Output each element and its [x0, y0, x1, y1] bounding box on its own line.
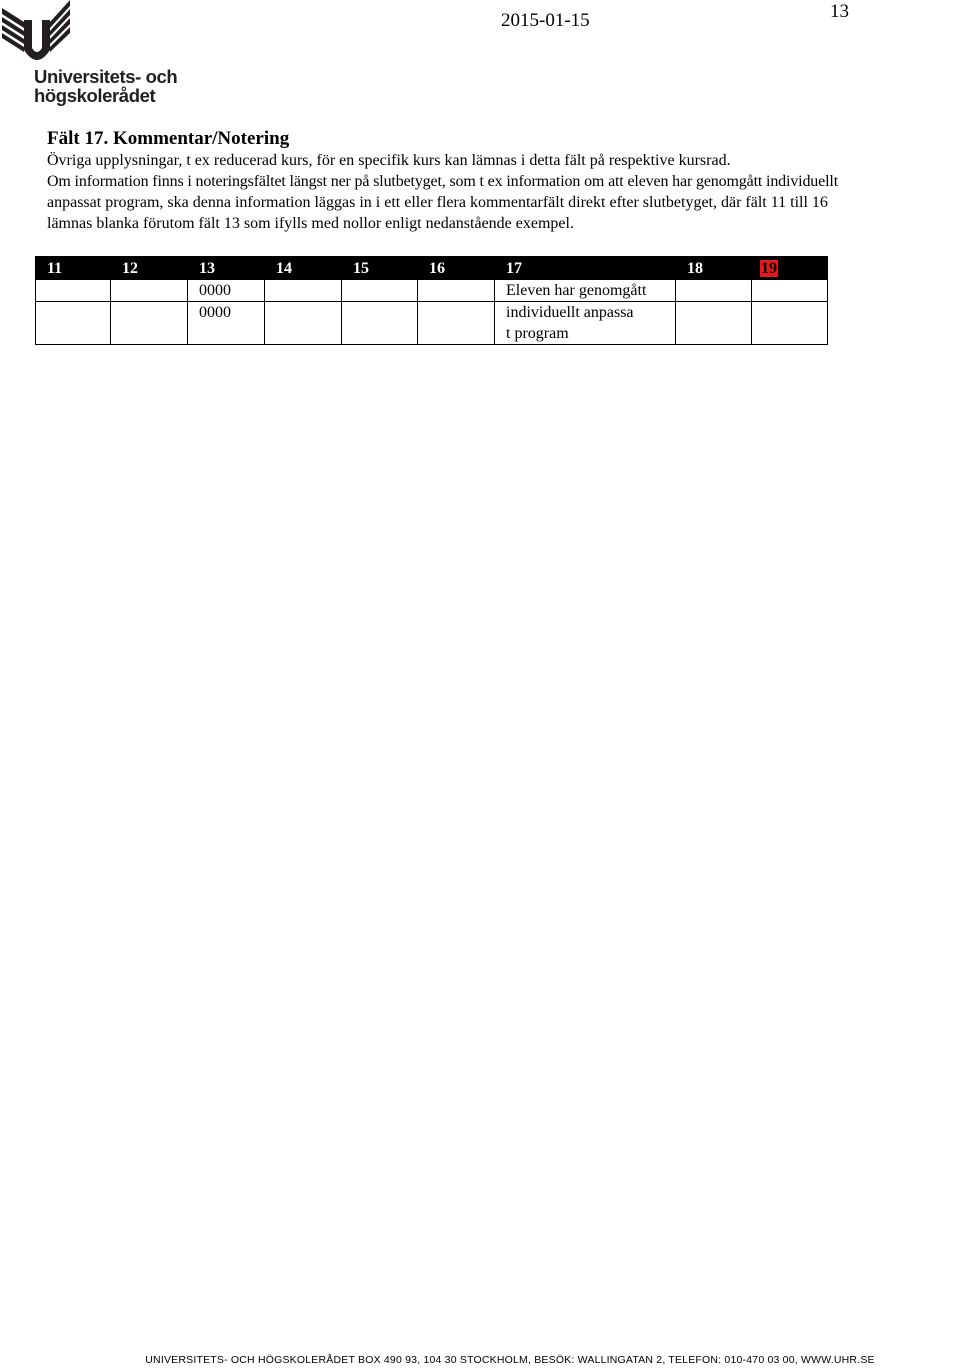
logo-line-1: Universitets- och — [34, 66, 178, 87]
table-cell — [265, 280, 342, 302]
table-cell: 0000 — [188, 302, 265, 345]
column-header: 16 — [418, 257, 495, 280]
table-cell — [265, 302, 342, 345]
page-number: 13 — [830, 1, 849, 22]
column-header: 18 — [676, 257, 752, 280]
table-cell — [752, 280, 828, 302]
body-line: Övriga upplysningar, t ex reducerad kurs, för en specifik kurs kan lämnas i detta fält på respektive kursrad. — [47, 152, 731, 169]
column-header: 14 — [265, 257, 342, 280]
logo-line-2: högskolerådet — [34, 85, 156, 106]
logo-wordmark — [34, 67, 177, 105]
column-header: 11 — [36, 257, 111, 280]
table-header-row — [36, 257, 828, 280]
table-cell: 0000 — [188, 280, 265, 302]
column-header: 13 — [188, 257, 265, 280]
table-cell — [36, 280, 111, 302]
table-cell — [36, 302, 111, 345]
table-cell — [418, 302, 495, 345]
table-cell — [418, 280, 495, 302]
highlighted-header-label: 19 — [761, 259, 777, 277]
column-header: 15 — [342, 257, 418, 280]
table-cell: Eleven har genomgått — [495, 280, 676, 302]
open-book-logo-icon — [2, 0, 72, 68]
column-header: 12 — [111, 257, 188, 280]
page-footer — [0, 1354, 960, 1366]
table-row — [36, 280, 828, 302]
table-cell — [752, 302, 828, 345]
body-line: Om information finns i noteringsfältet längst ner på slutbetyget, som t ex information om att eleven har genomgått individuellt — [47, 173, 838, 190]
table-cell — [342, 280, 418, 302]
table-cell — [676, 280, 752, 302]
header-date: 2015-01-15 — [501, 10, 590, 31]
table-cell — [111, 302, 188, 345]
footer-address: UNIVERSITETS- OCH HÖGSKOLERÅDET BOX 490 93, 104 30 STOCKHOLM, BESÖK: WALLINGATAN 2, TELEFON: 010-470 03 00, WWW.UHR.SE — [145, 1354, 875, 1366]
table-cell: individuellt anpassa t program — [495, 302, 676, 345]
body-line: lämnas blanka förutom fält 13 som ifylls med nollor enligt nedanstående exempel. — [47, 215, 574, 232]
table-cell — [111, 280, 188, 302]
example-table — [35, 256, 828, 345]
table-row — [36, 302, 828, 345]
table-cell — [342, 302, 418, 345]
table-cell — [676, 302, 752, 345]
column-header: 17 — [495, 257, 676, 280]
section-body — [47, 150, 959, 234]
body-line: anpassat program, ska denna information läggas in i ett eller flera kommentarfält direkt efter slutbetyget, där fält 11 till 16 — [47, 194, 828, 211]
uhr-logo — [0, 0, 180, 110]
section-title: Fält 17. Kommentar/Notering — [47, 128, 290, 149]
column-header-highlighted — [752, 257, 828, 280]
